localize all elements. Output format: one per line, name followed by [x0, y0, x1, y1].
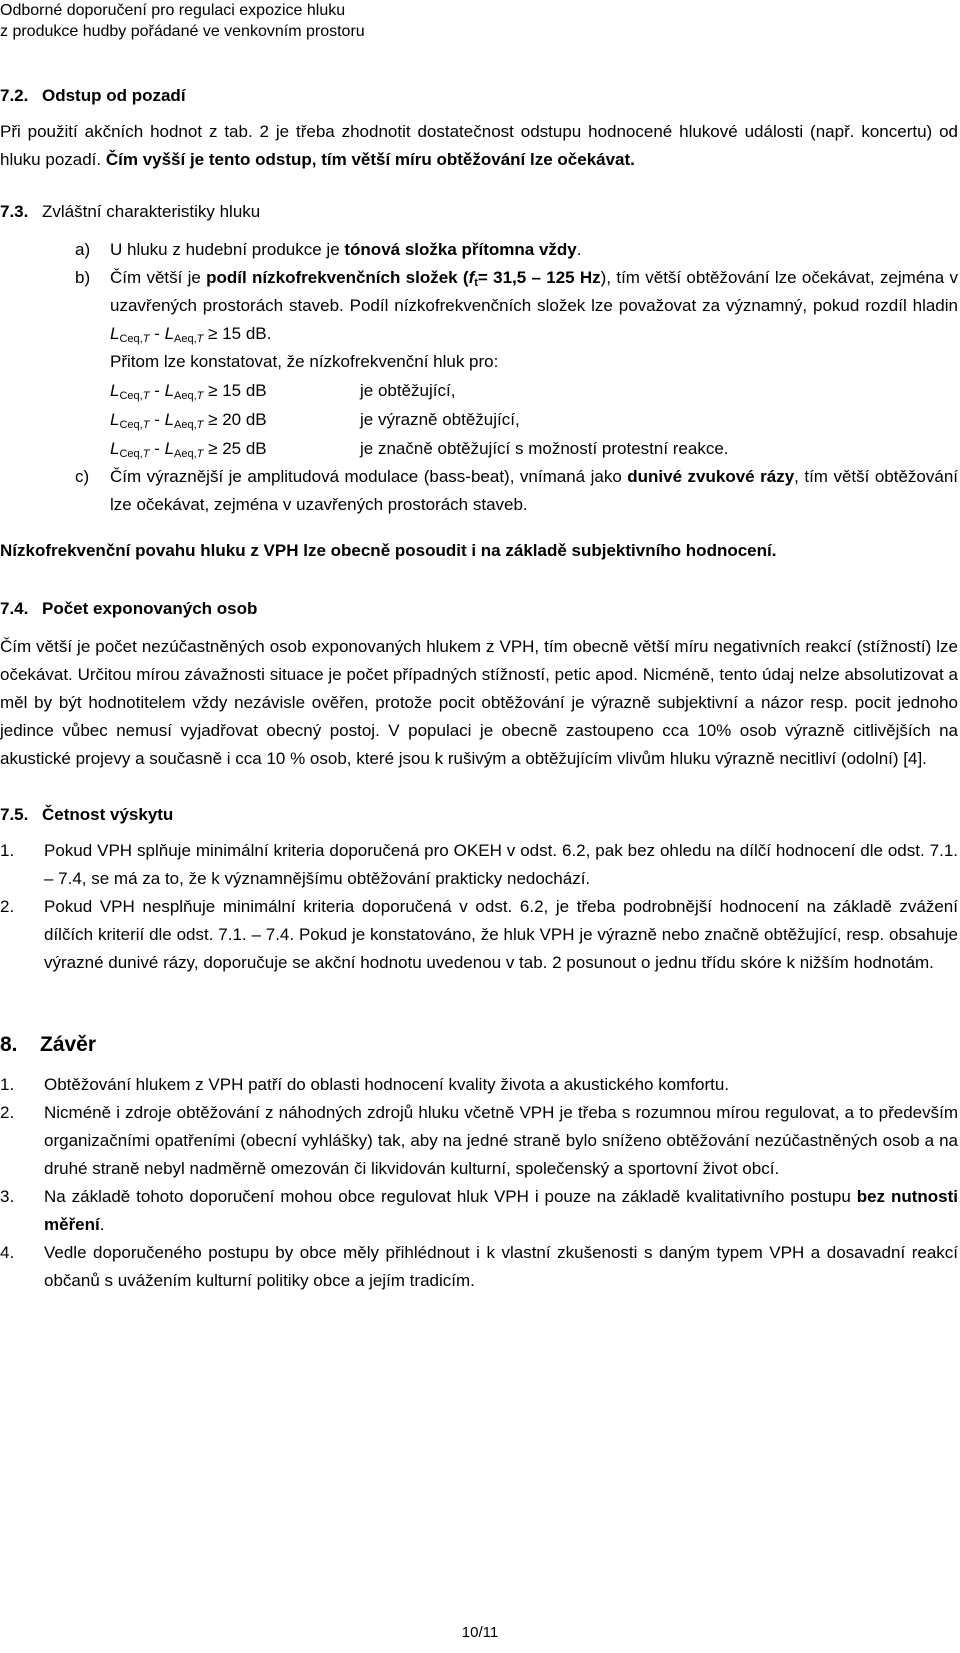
section-7-5-list	[0, 837, 958, 977]
item-text: Pokud VPH splňuje minimální kriteria doporučená pro OKEH v odst. 6.2, pak bez ohledu na dílčí hodnocení dle odst. 7.1. – 7.4, se má za to, že k významnějšímu obtěžování prakticky nedochází.	[44, 841, 958, 888]
list-marker: 2.	[0, 1103, 15, 1122]
bold-part: = 31,5 – 125 Hz	[477, 268, 601, 287]
subscript-aeq: Aeq,T	[174, 333, 204, 345]
section-7-2-heading	[0, 86, 958, 106]
item-bold-text: tónová složka přítomna vždy	[344, 240, 577, 259]
item-text-cont: , tím větší obtěžování lze očekávat, zejména v uzavřených prostorách staveb.	[110, 467, 959, 514]
list-item	[0, 1071, 958, 1099]
section-title: Počet exponovaných osob	[42, 599, 258, 618]
bold-part: podíl nízkofrekvenčních složek (	[206, 268, 469, 287]
paragraph-bold-text: Čím vyšší je tento odstup, tím větší míru obtěžování lze očekávat.	[105, 150, 635, 169]
list-marker: c)	[75, 467, 90, 486]
criteria-row	[110, 405, 958, 434]
threshold-value: 20 dB	[222, 410, 267, 429]
header-line-2: z produkce hudby pořádané ve venkovním prostoru	[0, 23, 365, 40]
page-number: 10/11	[461, 1624, 499, 1641]
item-bold-text: bez nutnosti měření	[44, 1187, 958, 1234]
item-text: Na základě tohoto doporučení mohou obce regulovat hluk VPH i pouze na základě kvalitativního postupu	[44, 1187, 857, 1206]
item-text: U hluku z hudební produkce je	[110, 240, 345, 259]
list-marker: 4.	[0, 1243, 15, 1262]
section-7-2-paragraph	[0, 118, 958, 174]
threshold-description: je výrazně obtěžující,	[360, 410, 520, 429]
ge-symbol: ≥	[208, 324, 218, 343]
list-item-c	[0, 463, 958, 519]
criteria-rows	[0, 376, 958, 463]
section-7-3-summary: Nízkofrekvenční povahu hluku z VPH lze obecně posoudit i na základě subjektivního hodnocení.	[0, 541, 777, 560]
item-text: Obtěžování hlukem z VPH patří do oblasti hodnocení kvality života a akustického komfortu.	[44, 1075, 730, 1094]
section-title: Odstup od pozadí	[42, 86, 186, 105]
level-difference-expression: $L_{Ceq,T} - L_{Aeq,T} \ge 15$ dB	[110, 381, 267, 402]
list-marker: b)	[75, 268, 91, 287]
item-text: Pokud VPH nesplňuje minimální kriteria doporučená v odst. 6.2, je třeba podrobnější hodnocení na základě zvážení dílčích kriterií dle odst. 7.1. – 7.4. Pokud je konstatováno, že hluk VPH je výrazně nebo značně obtěžující, resp. obsahuje výrazné dunivé rázy, doporučuje se akční hodnotu uvedenou v tab. 2 posunout o jednu třídu skóre k nižším hodnotám.	[44, 897, 958, 972]
section-7-4-paragraph: Čím větší je počet nezúčastněných osob exponovaných hlukem z VPH, tím obecně větší míru negativních reakcí (stížností) lze očekávat. Určitou mírou závažnosti situace je počet případných stížností, petic apod. Nicméně, tento údaj nelze absolutizovat a měl by být hodnotitelem vždy nezávisle ověřen, protože pocit obtěžování je výrazně subjektivní a názor resp. pocit jednoho jedince vůbec nemusí vyjadřovat obecný postoj. V populaci je obecně zastoupeno cca 10% osob výrazně citlivějších na akustické projevy a současně i cca 10 % osob, které jsou k rušivým a obtěžujícím vlivům hluku výrazně necitliví (odolní) [4].	[0, 637, 958, 768]
minus: -	[149, 324, 165, 343]
level-difference-expression: $L_{Ceq,T} - L_{Aeq,T} \ge 25$ dB	[110, 439, 267, 460]
section-title: Zvláštní charakteristiky hluku	[42, 202, 261, 221]
section-number: 7.3.	[0, 202, 29, 221]
item-text: Vedle doporučeného postupu by obce měly přihlédnout i k vlastní zkušenosti s daným typem VPH a dosavadní reakcí občanů s uvážením kulturní politiky obce a jejím tradicím.	[44, 1243, 958, 1290]
item-bold-text: dunivé zvukové rázy	[627, 467, 795, 486]
subscript-t: t	[474, 277, 478, 289]
list-item	[0, 893, 958, 977]
criteria-row	[110, 434, 958, 463]
section-8-heading	[0, 1033, 958, 1057]
threshold-value: 15 dB	[222, 381, 267, 400]
list-item-b	[0, 264, 958, 348]
threshold-description: je značně obtěžující s možností protestní reakce.	[360, 439, 729, 458]
section-title: Četnost výskytu	[42, 805, 174, 824]
item-text: Čím výraznější je amplitudová modulace (bass-beat), vnímaná jako	[110, 467, 628, 486]
section-number: 8.	[0, 1033, 18, 1056]
list-marker: a)	[75, 240, 91, 259]
section-number: 7.5.	[0, 805, 29, 824]
intro-text: Přitom lze konstatovat, že nízkofrekvenční hluk pro:	[110, 352, 499, 371]
paragraph-text: Při použití akčních hodnot z tab. 2 je třeba zhodnotit dostatečnost odstupu hodnocené hlukové události (např. koncertu) od hluku pozadí.	[0, 122, 958, 169]
list-marker: 1.	[0, 1075, 15, 1094]
section-number: 7.2.	[0, 86, 29, 105]
section-7-5-heading	[0, 805, 958, 825]
low-frequency-intro	[0, 348, 958, 376]
list-item	[0, 1099, 958, 1183]
item-punct: .	[576, 240, 582, 259]
list-item	[0, 1183, 958, 1239]
list-item	[0, 837, 958, 893]
list-marker: 2.	[0, 897, 15, 916]
item-punct: .	[99, 1215, 105, 1234]
document-body	[0, 86, 958, 1295]
threshold-description: je obtěžující,	[360, 381, 456, 400]
threshold-value: 25 dB	[222, 439, 267, 458]
section-number: 7.4.	[0, 599, 29, 618]
list-item	[0, 1239, 958, 1295]
symbol-f: f	[468, 268, 475, 287]
header-line-1: Odborné doporučení pro regulaci expozice hluku	[0, 2, 346, 19]
page-header	[0, 0, 365, 42]
symbol-L: L	[164, 324, 175, 343]
item-text-end: 15 dB.	[217, 324, 272, 343]
item-bold-text	[206, 268, 601, 287]
level-difference-expression: $L_{Ceq,T} - L_{Aeq,T} \ge 20$ dB	[110, 410, 267, 431]
list-marker: 1.	[0, 841, 15, 860]
item-text: Nicméně i zdroje obtěžování z náhodných zdrojů hluku včetně VPH je třeba s rozumnou mírou regulovat, a to především organizačními opatřeními (obecní vyhlášky) tak, aby na jedné straně bylo sníženo obtěžování nezúčastněných osob a na druhé straně nebyl nadměrně omezován či likvidován kulturní, společenský a sportovní život obcí.	[44, 1103, 958, 1178]
section-7-3-heading	[0, 202, 958, 222]
conclusion-list	[0, 1071, 958, 1295]
list-marker: 3.	[0, 1187, 15, 1206]
subscript-ceq: Ceq,T	[119, 333, 150, 345]
criteria-row	[110, 376, 958, 405]
item-text-cont: ), tím větší obtěžování lze očekávat, zejména v uzavřených prostorách staveb. Podíl nízkofrekvenčních složek lze považovat za významný, pokud rozdíl hladin	[110, 268, 958, 315]
section-7-4-heading	[0, 599, 958, 619]
list-item-a	[0, 236, 958, 264]
symbol-L: L	[110, 324, 120, 343]
item-text: Čím větší je	[110, 268, 207, 287]
section-title: Závěr	[40, 1033, 97, 1056]
